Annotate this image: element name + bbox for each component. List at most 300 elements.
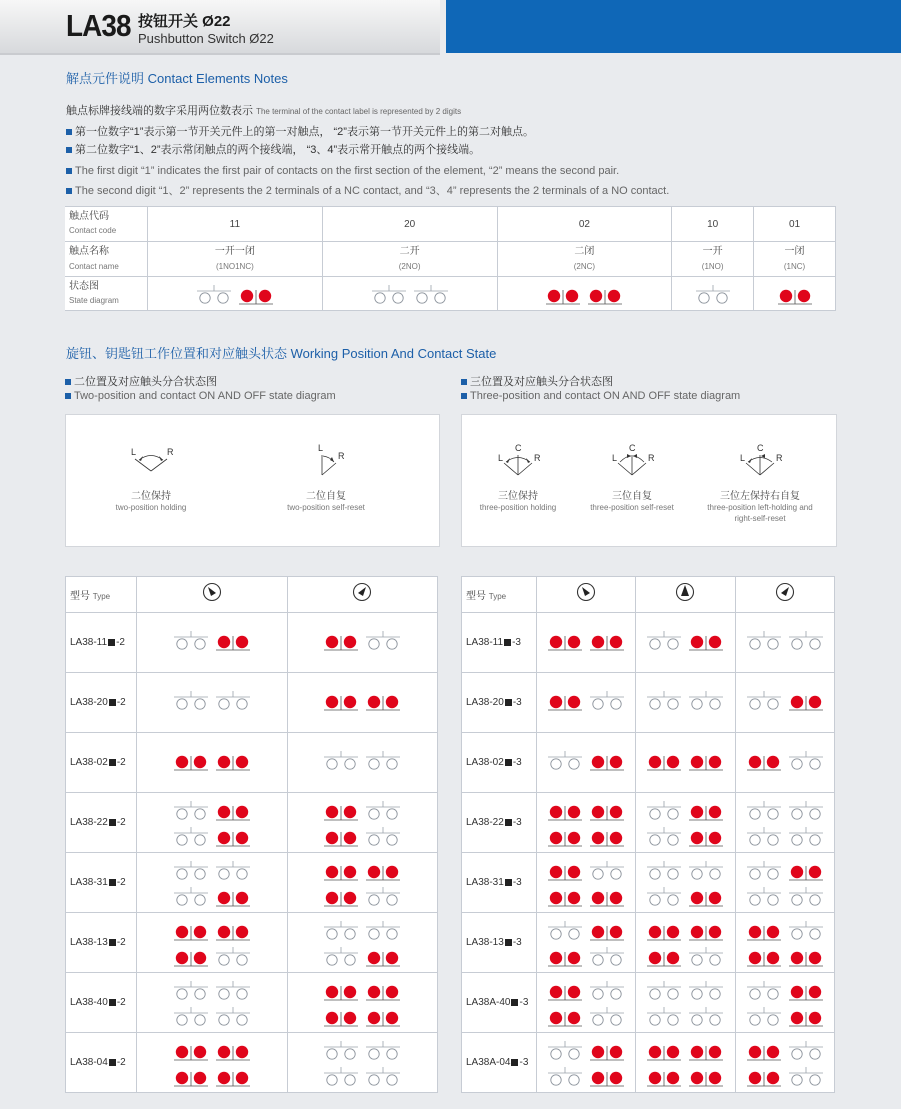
table-row <box>66 853 438 913</box>
contact-state-diagram <box>173 799 251 821</box>
model-suffix: -2 <box>116 757 126 768</box>
knob-left-icon <box>576 582 596 602</box>
two-position-diagram-box <box>65 414 440 547</box>
open-contact-icon <box>366 887 400 905</box>
model-suffix: -3 <box>512 697 522 708</box>
contact-state-diagram <box>323 1005 401 1027</box>
variant-square-icon <box>505 879 512 886</box>
closed-contact-icon <box>747 1045 781 1059</box>
contact-state-diagram <box>746 885 824 907</box>
contact-code-label <box>65 207 148 242</box>
knob-position-header <box>137 577 288 613</box>
contact-state-diagram <box>646 859 724 881</box>
closed-contact-icon <box>174 925 208 939</box>
contact-name-cell <box>322 242 497 277</box>
variant-square-icon <box>109 759 116 766</box>
table-row <box>462 853 835 913</box>
closed-contact-icon <box>590 805 624 819</box>
two-holding-zh: 二位保持 <box>131 491 171 502</box>
contact-state-cell <box>636 793 735 853</box>
contact-state-cell <box>636 673 735 733</box>
contact-state-cell <box>137 613 288 673</box>
contact-state-diagram <box>323 979 401 1001</box>
contact-state-diagram <box>323 799 401 821</box>
knob-position-header <box>287 577 438 613</box>
contact-state-diagram <box>196 283 274 305</box>
variant-square-icon <box>505 699 512 706</box>
contact-state-diagram <box>173 689 251 711</box>
closed-contact-icon <box>590 1071 624 1085</box>
variant-square-icon <box>108 639 115 646</box>
type-header-cell <box>66 577 137 613</box>
contact-state-diagram <box>323 859 401 881</box>
model-suffix: -3 <box>512 757 522 768</box>
model-cell <box>66 973 137 1033</box>
model-cell <box>462 613 537 673</box>
contact-state-cell <box>636 973 735 1033</box>
closed-contact-icon <box>590 891 624 905</box>
bullet-icon <box>66 147 72 153</box>
open-contact-icon <box>414 285 448 303</box>
header-accent-bar <box>446 0 901 53</box>
closed-contact-icon <box>548 951 582 965</box>
closed-contact-icon <box>366 865 400 879</box>
model-suffix: -2 <box>116 997 126 1008</box>
open-contact-icon <box>689 947 723 965</box>
open-contact-icon <box>366 1041 400 1059</box>
knob-center-icon <box>675 582 695 602</box>
model-number: LA38-13 <box>70 937 108 948</box>
contact-name-zh: 一闭 <box>784 246 805 257</box>
open-contact-icon <box>590 981 624 999</box>
closed-contact-icon <box>689 925 723 939</box>
contact-name-en: (1NO1NC) <box>215 262 254 271</box>
type-label-zh: 型号 <box>466 591 489 602</box>
open-contact-icon <box>197 285 231 303</box>
letter-L: L <box>131 447 137 457</box>
contact-state-cell <box>636 733 735 793</box>
notes-line1-en <box>66 165 619 177</box>
knob-position-header <box>735 577 834 613</box>
three-self-reset-zh: 三位自复 <box>612 491 652 502</box>
two-position-self-reset <box>271 443 381 513</box>
table-row <box>66 673 438 733</box>
letter-C: C <box>629 443 636 453</box>
model-cell <box>66 613 137 673</box>
letter-R: R <box>338 451 345 461</box>
contact-state-diagram <box>646 1065 724 1087</box>
contact-name-label-zh: 触点名称 <box>69 246 109 257</box>
contact-name-zh: 二闭 <box>574 246 595 257</box>
contact-state-diagram <box>746 859 824 881</box>
contact-state-diagram <box>646 979 724 1001</box>
contact-state-diagram <box>323 919 401 941</box>
open-contact-icon <box>216 981 250 999</box>
contact-code-cell: 10 <box>672 207 754 242</box>
contact-name-cell <box>754 242 836 277</box>
closed-contact-icon <box>174 951 208 965</box>
open-contact-icon <box>647 887 681 905</box>
state-diagram-cell <box>322 277 497 311</box>
type-label-en: Type <box>92 592 111 601</box>
contact-state-diagram <box>547 1005 625 1027</box>
closed-contact-icon <box>789 696 823 710</box>
model-suffix: -3 <box>512 637 521 648</box>
contact-state-diagram <box>323 945 401 967</box>
contact-state-diagram <box>547 825 625 847</box>
contact-state-cell <box>137 793 288 853</box>
knob-position-header <box>636 577 735 613</box>
three-position-self-reset <box>580 443 684 513</box>
variant-square-icon <box>505 759 512 766</box>
open-contact-icon <box>747 801 781 819</box>
closed-contact-icon <box>174 1071 208 1085</box>
model-cell <box>462 913 537 973</box>
open-contact-icon <box>590 861 624 879</box>
closed-contact-icon <box>689 831 723 845</box>
open-contact-icon <box>174 981 208 999</box>
contact-code-row <box>65 207 836 242</box>
closed-contact-icon <box>548 805 582 819</box>
model-title: LA38 <box>66 8 131 43</box>
three-position-holding <box>470 443 566 513</box>
contact-name-en: (2NC) <box>573 262 596 271</box>
closed-contact-icon <box>216 636 250 650</box>
closed-contact-icon <box>789 1011 823 1025</box>
contact-state-diagram <box>646 1005 724 1027</box>
notes-line2-zh-text: 第二位数字“1、2”表示常闭触点的两个接线端， “3、4”表示常开触点的两个接线端。 <box>75 144 481 156</box>
closed-contact-icon <box>689 805 723 819</box>
state-diagram-label-en: State diagram <box>69 295 119 305</box>
table-row <box>66 613 438 673</box>
contact-state-diagram <box>547 919 625 941</box>
model-cell <box>66 913 137 973</box>
closed-contact-icon <box>366 951 400 965</box>
open-contact-icon <box>324 1041 358 1059</box>
contact-state-cell <box>735 733 834 793</box>
contact-state-diagram <box>777 283 813 305</box>
three-position-diagram-box <box>461 414 837 547</box>
closed-contact-icon <box>216 805 250 819</box>
notes-line2-en-text: The second digit “1、2” represents the 2 terminals of a NC contact, and “3、4” represents the 2 terminals of a NO contact. <box>75 185 670 197</box>
closed-contact-icon <box>324 865 358 879</box>
open-contact-icon <box>174 801 208 819</box>
contact-state-diagram <box>547 885 625 907</box>
contact-name-en: (1NO) <box>701 262 724 271</box>
three-holding-en: three-position holding <box>479 503 557 512</box>
contact-state-diagram <box>545 283 623 305</box>
three-head-zh-text: 三位置及对应触头分合状态图 <box>470 376 613 388</box>
contact-state-cell <box>537 913 636 973</box>
contact-state-diagram <box>173 919 251 941</box>
table-row <box>462 613 835 673</box>
state-diagram-label <box>65 277 148 311</box>
closed-contact-icon <box>239 289 273 303</box>
contact-state-diagram <box>173 1039 251 1061</box>
model-cell <box>66 733 137 793</box>
contact-code-cell: 02 <box>497 207 672 242</box>
open-contact-icon <box>590 1007 624 1025</box>
letter-C: C <box>757 443 764 453</box>
table-header-row <box>462 577 835 613</box>
closed-contact-icon <box>689 891 723 905</box>
knob-right-icon <box>775 582 795 602</box>
contact-state-diagram <box>173 979 251 1001</box>
three-position-state-table <box>461 576 835 1093</box>
contact-state-cell <box>537 973 636 1033</box>
table-row <box>66 733 438 793</box>
notes-intro <box>66 102 461 118</box>
open-contact-icon <box>366 1067 400 1085</box>
open-contact-icon <box>789 827 823 845</box>
contact-state-cell <box>537 733 636 793</box>
state-diagram-row <box>65 277 836 311</box>
contact-state-diagram <box>746 1065 824 1087</box>
knob-right-icon <box>352 582 372 602</box>
closed-contact-icon <box>174 1045 208 1059</box>
notes-intro-zh: 触点标牌接线端的数字采用两位数表示 <box>66 105 253 117</box>
letter-L: L <box>612 453 618 463</box>
variant-square-icon <box>505 819 512 826</box>
contact-code-label-zh: 触点代码 <box>69 211 109 222</box>
closed-contact-icon <box>689 636 723 650</box>
variant-square-icon <box>505 939 512 946</box>
bullet-icon <box>461 393 467 399</box>
contact-state-cell <box>735 913 834 973</box>
three-head-en-text: Three-position and contact ON AND OFF state diagram <box>470 390 741 402</box>
contact-state-diagram <box>746 799 824 821</box>
contact-state-cell <box>636 913 735 973</box>
contact-state-diagram <box>323 689 401 711</box>
model-suffix: -3 <box>512 817 522 828</box>
closed-contact-icon <box>548 696 582 710</box>
closed-contact-icon <box>216 1045 250 1059</box>
closed-contact-icon <box>647 756 681 770</box>
letter-R: R <box>776 453 783 463</box>
contact-state-diagram <box>173 825 251 847</box>
open-contact-icon <box>789 751 823 769</box>
closed-contact-icon <box>778 289 812 303</box>
open-contact-icon <box>174 861 208 879</box>
open-contact-icon <box>366 827 400 845</box>
closed-contact-icon <box>590 756 624 770</box>
closed-contact-icon <box>789 951 823 965</box>
two-position-heading-zh <box>65 373 217 389</box>
closed-contact-icon <box>590 636 624 650</box>
closed-contact-icon <box>590 1045 624 1059</box>
model-number: LA38-22 <box>466 817 504 828</box>
closed-contact-icon <box>324 805 358 819</box>
contact-state-cell <box>137 913 288 973</box>
closed-contact-icon <box>324 985 358 999</box>
contact-state-diagram <box>323 749 401 771</box>
open-contact-icon <box>174 1007 208 1025</box>
contact-state-diagram <box>547 799 625 821</box>
contact-state-diagram <box>371 283 449 305</box>
closed-contact-icon <box>590 831 624 845</box>
open-contact-icon <box>372 285 406 303</box>
model-number: LA38A-40 <box>466 997 511 1008</box>
state-diagram-label-zh: 状态图 <box>69 280 99 292</box>
closed-contact-icon <box>548 636 582 650</box>
open-contact-icon <box>789 631 823 649</box>
contact-state-cell <box>137 1033 288 1093</box>
contact-name-label-en: Contact name <box>69 262 119 271</box>
open-contact-icon <box>590 947 624 965</box>
three-position-self-reset-icon <box>602 443 662 483</box>
contact-state-diagram <box>323 885 401 907</box>
closed-contact-icon <box>689 1071 723 1085</box>
bullet-icon <box>65 379 71 385</box>
notes-line2-en <box>66 182 669 198</box>
open-contact-icon <box>789 1067 823 1085</box>
open-contact-icon <box>747 631 781 649</box>
open-contact-icon <box>747 981 781 999</box>
contact-state-cell <box>636 1033 735 1093</box>
closed-contact-icon <box>216 1071 250 1085</box>
closed-contact-icon <box>216 925 250 939</box>
product-title-en: Pushbutton Switch Ø22 <box>138 31 274 46</box>
letter-L: L <box>498 453 504 463</box>
model-number: LA38-13 <box>466 937 504 948</box>
contact-name-cell <box>497 242 672 277</box>
three-position-holding-icon <box>488 443 548 483</box>
contact-state-cell <box>137 733 288 793</box>
contact-state-cell <box>287 1033 438 1093</box>
contact-state-cell <box>137 853 288 913</box>
closed-contact-icon <box>324 636 358 650</box>
closed-contact-icon <box>548 891 582 905</box>
two-position-holding <box>106 443 196 513</box>
closed-contact-icon <box>548 985 582 999</box>
contact-state-cell <box>735 793 834 853</box>
contact-code-cell: 20 <box>322 207 497 242</box>
bullet-icon <box>66 168 72 174</box>
model-suffix: -2 <box>116 637 125 648</box>
model-suffix: -2 <box>116 697 126 708</box>
open-contact-icon <box>789 887 823 905</box>
three-self-reset-en: three-position self-reset <box>590 503 674 512</box>
contact-state-cell <box>287 913 438 973</box>
notes-line1-en-text: The first digit “1” indicates the first pair of contacts on the first section of the element, “2” means the second pair. <box>75 165 620 177</box>
contact-state-cell <box>735 613 834 673</box>
open-contact-icon <box>647 691 681 709</box>
two-position-heading-en <box>65 390 336 402</box>
contact-name-en: (2NO) <box>398 262 421 271</box>
contact-state-diagram <box>646 825 724 847</box>
variant-square-icon <box>109 819 116 826</box>
open-contact-icon <box>747 887 781 905</box>
letter-L: L <box>318 443 324 453</box>
two-self-reset-en: two-position self-reset <box>287 503 365 512</box>
model-number: LA38-20 <box>70 697 108 708</box>
contact-state-diagram <box>547 945 625 967</box>
open-contact-icon <box>548 1067 582 1085</box>
closed-contact-icon <box>590 925 624 939</box>
model-number: LA38-22 <box>70 817 108 828</box>
closed-contact-icon <box>324 1011 358 1025</box>
table-row <box>66 913 438 973</box>
model-number: LA38-02 <box>70 757 108 768</box>
open-contact-icon <box>216 861 250 879</box>
contact-state-cell <box>287 673 438 733</box>
model-suffix: -2 <box>116 877 126 888</box>
contact-state-diagram <box>746 979 824 1001</box>
contact-state-diagram <box>746 919 824 941</box>
contact-name-cell <box>672 242 754 277</box>
contact-state-diagram <box>646 885 724 907</box>
three-position-heading-zh <box>461 373 613 389</box>
table-row <box>462 793 835 853</box>
open-contact-icon <box>747 691 781 709</box>
open-contact-icon <box>647 827 681 845</box>
contact-state-diagram <box>646 799 724 821</box>
model-cell <box>462 973 537 1033</box>
variant-square-icon <box>109 699 116 706</box>
contact-state-cell <box>287 793 438 853</box>
contact-state-cell <box>537 613 636 673</box>
closed-contact-icon <box>747 1071 781 1085</box>
model-cell <box>66 793 137 853</box>
closed-contact-icon <box>588 289 622 303</box>
contact-state-cell <box>287 973 438 1033</box>
table-row <box>462 973 835 1033</box>
model-cell <box>462 853 537 913</box>
closed-contact-icon <box>216 756 250 770</box>
contact-state-cell <box>287 853 438 913</box>
model-cell <box>462 673 537 733</box>
three-holding-zh: 三位保持 <box>498 491 538 502</box>
closed-contact-icon <box>647 951 681 965</box>
working-title-zh: 旋钮、钥匙钮工作位置和对应触头状态 <box>66 346 288 361</box>
model-number: LA38-20 <box>466 697 504 708</box>
closed-contact-icon <box>174 756 208 770</box>
closed-contact-icon <box>324 696 358 710</box>
contact-state-diagram <box>173 945 251 967</box>
open-contact-icon <box>689 1007 723 1025</box>
type-header-cell <box>462 577 537 613</box>
open-contact-icon <box>324 921 358 939</box>
open-contact-icon <box>324 751 358 769</box>
table-row <box>66 793 438 853</box>
contact-state-cell <box>537 1033 636 1093</box>
contact-state-cell <box>735 1033 834 1093</box>
contact-state-diagram <box>646 919 724 941</box>
two-position-state-table <box>65 576 438 1093</box>
knob-left-icon <box>202 582 222 602</box>
two-holding-en: two-position holding <box>115 503 187 512</box>
state-diagram-cell <box>497 277 672 311</box>
three-position-left-holding <box>702 443 818 524</box>
table-row <box>462 733 835 793</box>
notes-line1-zh <box>66 123 534 139</box>
contact-elements-table <box>65 206 836 311</box>
letter-R: R <box>648 453 655 463</box>
model-number: LA38-02 <box>466 757 504 768</box>
model-suffix: -3 <box>519 1057 529 1068</box>
contact-state-cell <box>735 973 834 1033</box>
open-contact-icon <box>324 947 358 965</box>
contact-code-label-en: Contact code <box>69 226 117 235</box>
contact-state-cell <box>537 853 636 913</box>
open-contact-icon <box>696 285 730 303</box>
closed-contact-icon <box>789 865 823 879</box>
contact-state-diagram <box>646 749 724 771</box>
variant-square-icon <box>109 1059 116 1066</box>
two-position-self-reset-icon <box>296 443 356 483</box>
model-cell <box>462 1033 537 1093</box>
open-contact-icon <box>647 981 681 999</box>
